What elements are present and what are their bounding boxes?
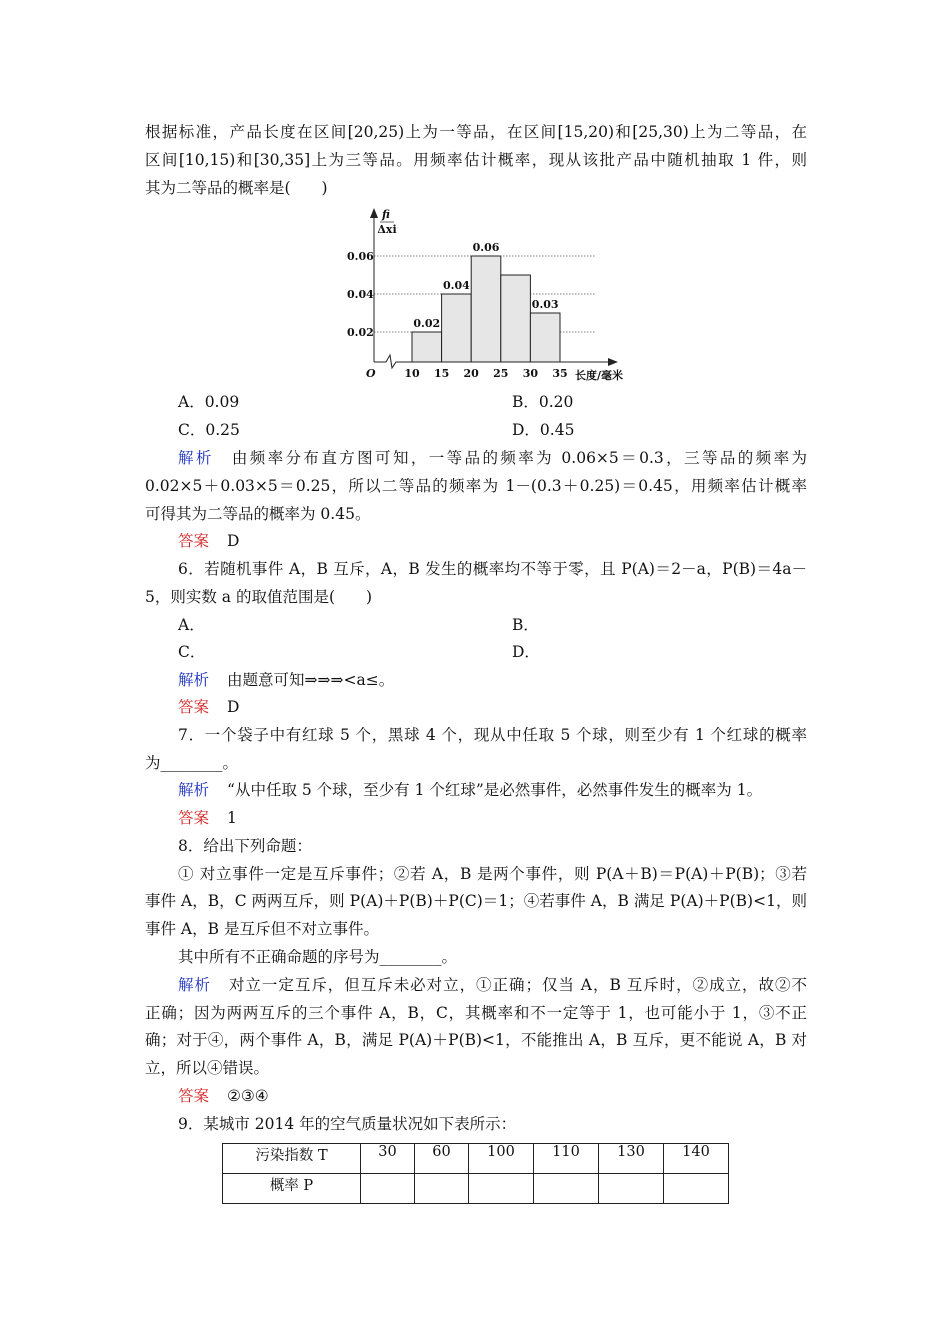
- text-line: [178, 975, 807, 995]
- table-cell: 130: [599, 1144, 664, 1174]
- x-tick-label: 15: [433, 367, 450, 380]
- line-text: 由题意可知⇒⇒⇒<a≤。: [227, 671, 395, 689]
- line-text: D．0.45: [512, 421, 575, 439]
- table-cell: 60: [415, 1144, 469, 1174]
- text-line: [145, 122, 807, 142]
- line-text: 7．一个袋子中有红球 5 个，黑球 4 个，现从中任取 5 个球，则至少有 1 个红球的概率: [178, 726, 807, 744]
- histogram-bar: [501, 275, 531, 362]
- line-text: 区间[10,15)和[30,35]上为三等品。用频率估计概率，现从该批产品中随机抽取 1 件，则: [145, 151, 807, 169]
- text-line: [178, 836, 312, 856]
- bar-label: 0.02: [413, 317, 441, 330]
- histogram-bar: [442, 294, 472, 362]
- row-header: 概率 P: [223, 1174, 361, 1204]
- text-line: [178, 808, 237, 828]
- histogram-bar: [471, 256, 501, 362]
- x-axis-arrow-icon: [608, 358, 618, 366]
- text-line: [512, 392, 573, 412]
- line-text: 1: [227, 809, 237, 827]
- line-text: 0.02×5＋0.03×5＝0.25，所以二等品的频率为 1－(0.3＋0.25)＝0.45，用频率估计概率: [145, 477, 807, 495]
- x-tick-label: 35: [552, 367, 568, 380]
- line-text: B．0.20: [512, 393, 574, 411]
- y-axis-label-denominator: Δxi: [377, 223, 397, 236]
- text-line: [145, 476, 807, 496]
- text-line: [178, 1114, 516, 1134]
- text-line: [178, 780, 762, 800]
- analysis-label: 解析: [178, 671, 210, 689]
- y-tick-label: 0.06: [347, 250, 374, 263]
- text-line: [178, 642, 205, 662]
- table-cell: [469, 1174, 534, 1204]
- table-cell: [664, 1174, 729, 1204]
- line-text: 确；对于④，两个事件 A，B，满足 P(A)＋P(B)<1，不能推出 A，B 互斥，更不能说 A，B 对: [145, 1031, 807, 1049]
- line-text: 根据标准，产品长度在区间[20,25)上为一等品，在区间[15,20)和[25,30)上为二等品，在: [145, 123, 807, 141]
- line-text: 可得其为二等品的概率为 0.45。: [145, 505, 371, 523]
- text-line: [145, 1030, 807, 1050]
- table-cell: 30: [361, 1144, 415, 1174]
- y-axis-label-numerator: fi: [382, 208, 390, 221]
- line-text: 对立一定互斥，但互斥未必对立，①正确；仅当 A，B 互斥时，②成立，故②不: [228, 976, 807, 994]
- answer-label: 答案: [178, 809, 210, 827]
- line-text: 立，所以④错误。: [145, 1059, 270, 1077]
- line-text: D: [227, 698, 240, 716]
- line-text: ②③④: [227, 1087, 269, 1105]
- line-text: 其中所有不正确命题的序号为________。: [178, 948, 458, 966]
- text-line: [178, 725, 807, 745]
- x-tick-label: 25: [493, 367, 509, 380]
- line-text: B．: [512, 616, 539, 634]
- text-line: [178, 697, 239, 717]
- text-line: [145, 150, 807, 170]
- bar-label: 0.03: [531, 298, 559, 311]
- line-text: 6．若随机事件 A，B 互斥，A，B 发生的概率均不等于零，且 P(A)＝2－a，P(B)＝4a－: [178, 560, 807, 578]
- answer-label: 答案: [178, 698, 210, 716]
- x-tick-label: 30: [522, 367, 539, 380]
- text-line: [178, 864, 807, 884]
- line-text: 5，则实数 a 的取值范围是( ): [145, 588, 373, 606]
- line-text: 事件 A，B 是互斥但不对立事件。: [145, 920, 379, 938]
- line-text: 正确；因为两两互斥的三个事件 A，B，C，其概率和不一定等于 1，也可能小于 1，③不正: [145, 1004, 807, 1022]
- text-line: [145, 178, 328, 198]
- line-text: ① 对立事件一定是互斥事件；②若 A，B 是两个事件，则 P(A＋B)＝P(A)＋P(B)；③若: [178, 865, 807, 883]
- text-line: [178, 615, 205, 635]
- text-line: [145, 919, 379, 939]
- answer-label: 答案: [178, 532, 210, 550]
- y-tick-label: 0.04: [347, 288, 374, 301]
- answer-label: 答案: [178, 1087, 210, 1105]
- histogram-bar: [530, 313, 560, 362]
- text-line: [178, 420, 240, 440]
- text-line: [145, 891, 807, 911]
- line-text: D．: [512, 643, 540, 661]
- analysis-label: 解析: [178, 449, 214, 467]
- bar-label: 0.04: [443, 279, 470, 292]
- text-line: [512, 642, 540, 662]
- table-cell: [534, 1174, 599, 1204]
- row-header: 污染指数 T: [223, 1144, 361, 1174]
- text-line: [178, 531, 239, 551]
- text-line: [145, 504, 370, 524]
- x-tick-label: 20: [463, 367, 479, 380]
- table-cell: 100: [469, 1144, 534, 1174]
- table-row: [223, 1144, 729, 1174]
- line-text: 8．给出下列命题：: [178, 837, 312, 855]
- text-line: [512, 615, 539, 635]
- text-line: [178, 947, 457, 967]
- text-line: [145, 753, 238, 773]
- text-line: [145, 1058, 269, 1078]
- bar-label: 0.06: [472, 241, 500, 254]
- analysis-label: 解析: [178, 976, 211, 994]
- line-text: 由频率分布直方图可知，一等品的频率为 0.06×5＝0.3，三等品的频率为: [231, 449, 807, 467]
- line-text: D: [227, 532, 240, 550]
- table-row: [223, 1174, 729, 1204]
- line-text: C．: [178, 643, 206, 661]
- y-axis-arrow-icon: [370, 208, 378, 218]
- line-text: 9．某城市 2014 年的空气质量状况如下表所示：: [178, 1115, 517, 1133]
- analysis-label: 解析: [178, 781, 210, 799]
- table-cell: [415, 1174, 469, 1204]
- table-cell: [599, 1174, 664, 1204]
- line-text: 为________。: [145, 754, 239, 772]
- origin-label: O: [366, 367, 376, 380]
- text-line: [512, 420, 574, 440]
- text-line: [145, 587, 372, 607]
- text-line: [178, 392, 239, 412]
- y-tick-label: 0.02: [347, 326, 374, 339]
- line-text: 事件 A，B，C 两两互斥，则 P(A)＋P(B)＋P(C)＝1；④若事件 A，B 满足 P(A)＋P(B)<1，则: [145, 892, 807, 910]
- text-line: [178, 670, 394, 690]
- line-text: A．: [178, 616, 205, 634]
- x-axis-label: 长度/毫米: [575, 369, 624, 382]
- air-quality-table: [222, 1143, 729, 1204]
- line-text: A．0.09: [178, 393, 240, 411]
- x-tick-label: 10: [404, 367, 420, 380]
- text-line: [145, 1003, 807, 1023]
- table-cell: 140: [664, 1144, 729, 1174]
- text-line: [178, 1086, 269, 1106]
- line-text: C．0.25: [178, 421, 240, 439]
- line-text: 其为二等品的概率是( ): [145, 179, 328, 197]
- text-line: [178, 448, 807, 468]
- frequency-histogram: [330, 200, 650, 390]
- table-cell: 110: [534, 1144, 599, 1174]
- text-line: [178, 559, 807, 579]
- histogram-bar: [412, 332, 442, 362]
- table-cell: [361, 1174, 415, 1204]
- line-text: “从中任取 5 个球，至少有 1 个红球”是必然事件，必然事件发生的概率为 1。: [227, 781, 763, 799]
